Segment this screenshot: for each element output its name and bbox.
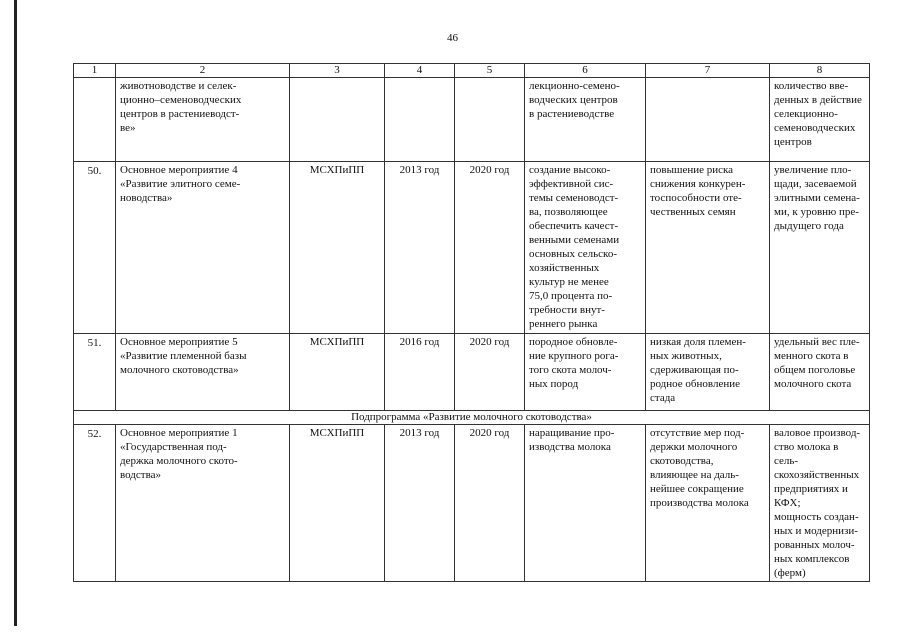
indicator: увеличение пло- щади, засеваемой элитными семена- ми, к уровню пре- дыдущего года bbox=[770, 162, 870, 334]
expected-result: породное обновле- ние крупного рога- того скота молоч- ных пород bbox=[525, 334, 646, 411]
start-year: 2013 год bbox=[385, 425, 455, 582]
measure-name: Основное мероприятие 1 «Государственная под- держка молочного ското- водства» bbox=[116, 425, 290, 582]
subprogram-title: Подпрограмма «Развитие молочного скотоводства» bbox=[74, 411, 870, 425]
measure-name: Основное мероприятие 4 «Развитие элитного семе- новодства» bbox=[116, 162, 290, 334]
indicator: количество вве- денных в действие селекционно- семеноводческих центров bbox=[770, 78, 870, 162]
table-row bbox=[74, 162, 870, 334]
table-row bbox=[74, 334, 870, 411]
expected-result: лекционно-семено- водческих центров в растениеводстве bbox=[525, 78, 646, 162]
end-year: 2020 год bbox=[455, 425, 525, 582]
end-year bbox=[455, 78, 525, 162]
end-year: 2020 год bbox=[455, 334, 525, 411]
expected-result: наращивание про- изводства молока bbox=[525, 425, 646, 582]
executor: МСХПиПП bbox=[290, 334, 385, 411]
row-number: 50. bbox=[74, 162, 116, 334]
scan-edge-line bbox=[14, 0, 17, 626]
executor: МСХПиПП bbox=[290, 162, 385, 334]
start-year bbox=[385, 78, 455, 162]
header-cell: 4 bbox=[385, 64, 455, 78]
subprogram-row bbox=[74, 411, 870, 425]
measure-name: животноводстве и селек- ционно–семеноводческих центров в растениеводст- ве» bbox=[116, 78, 290, 162]
consequences bbox=[646, 78, 770, 162]
header-cell: 2 bbox=[116, 64, 290, 78]
row-number bbox=[74, 78, 116, 162]
header-row bbox=[74, 64, 870, 78]
consequences: отсутствие мер под- держки молочного скотоводства, влияющее на даль- нейшее сокращение производства молока bbox=[646, 425, 770, 582]
end-year: 2020 год bbox=[455, 162, 525, 334]
start-year: 2013 год bbox=[385, 162, 455, 334]
indicator: валовое производ- ство молока в сель- скохозяйственных предприятиях и КФХ; мощность создан- ных и модернизи- рованных молоч- ных комплексов (ферм) bbox=[770, 425, 870, 582]
row-number: 51. bbox=[74, 334, 116, 411]
expected-result: создание высоко- эффективной сис- темы семеноводст- ва, позволяющее обеспечить качест- венными семенами основных сельско- хозяйственных культур не менее 75,0 процента по- требности внут- реннего рынка bbox=[525, 162, 646, 334]
consequences: низкая доля племен- ных животных, сдерживающая по- родное обновление стада bbox=[646, 334, 770, 411]
start-year: 2016 год bbox=[385, 334, 455, 411]
indicator: удельный вес пле- менного скота в общем поголовье молочного скота bbox=[770, 334, 870, 411]
consequences: повышение риска снижения конкурен- тоспособности оте- чественных семян bbox=[646, 162, 770, 334]
row-number: 52. bbox=[74, 425, 116, 582]
executor bbox=[290, 78, 385, 162]
header-cell: 3 bbox=[290, 64, 385, 78]
measure-name: Основное мероприятие 5 «Развитие племенной базы молочного скотоводства» bbox=[116, 334, 290, 411]
header-cell: 5 bbox=[455, 64, 525, 78]
header-cell: 1 bbox=[74, 64, 116, 78]
program-table bbox=[73, 63, 870, 582]
table-row bbox=[74, 425, 870, 582]
executor: МСХПиПП bbox=[290, 425, 385, 582]
header-cell: 8 bbox=[770, 64, 870, 78]
header-cell: 7 bbox=[646, 64, 770, 78]
header-cell: 6 bbox=[525, 64, 646, 78]
page-number: 46 bbox=[447, 32, 458, 44]
table-row-continuation bbox=[74, 78, 870, 162]
